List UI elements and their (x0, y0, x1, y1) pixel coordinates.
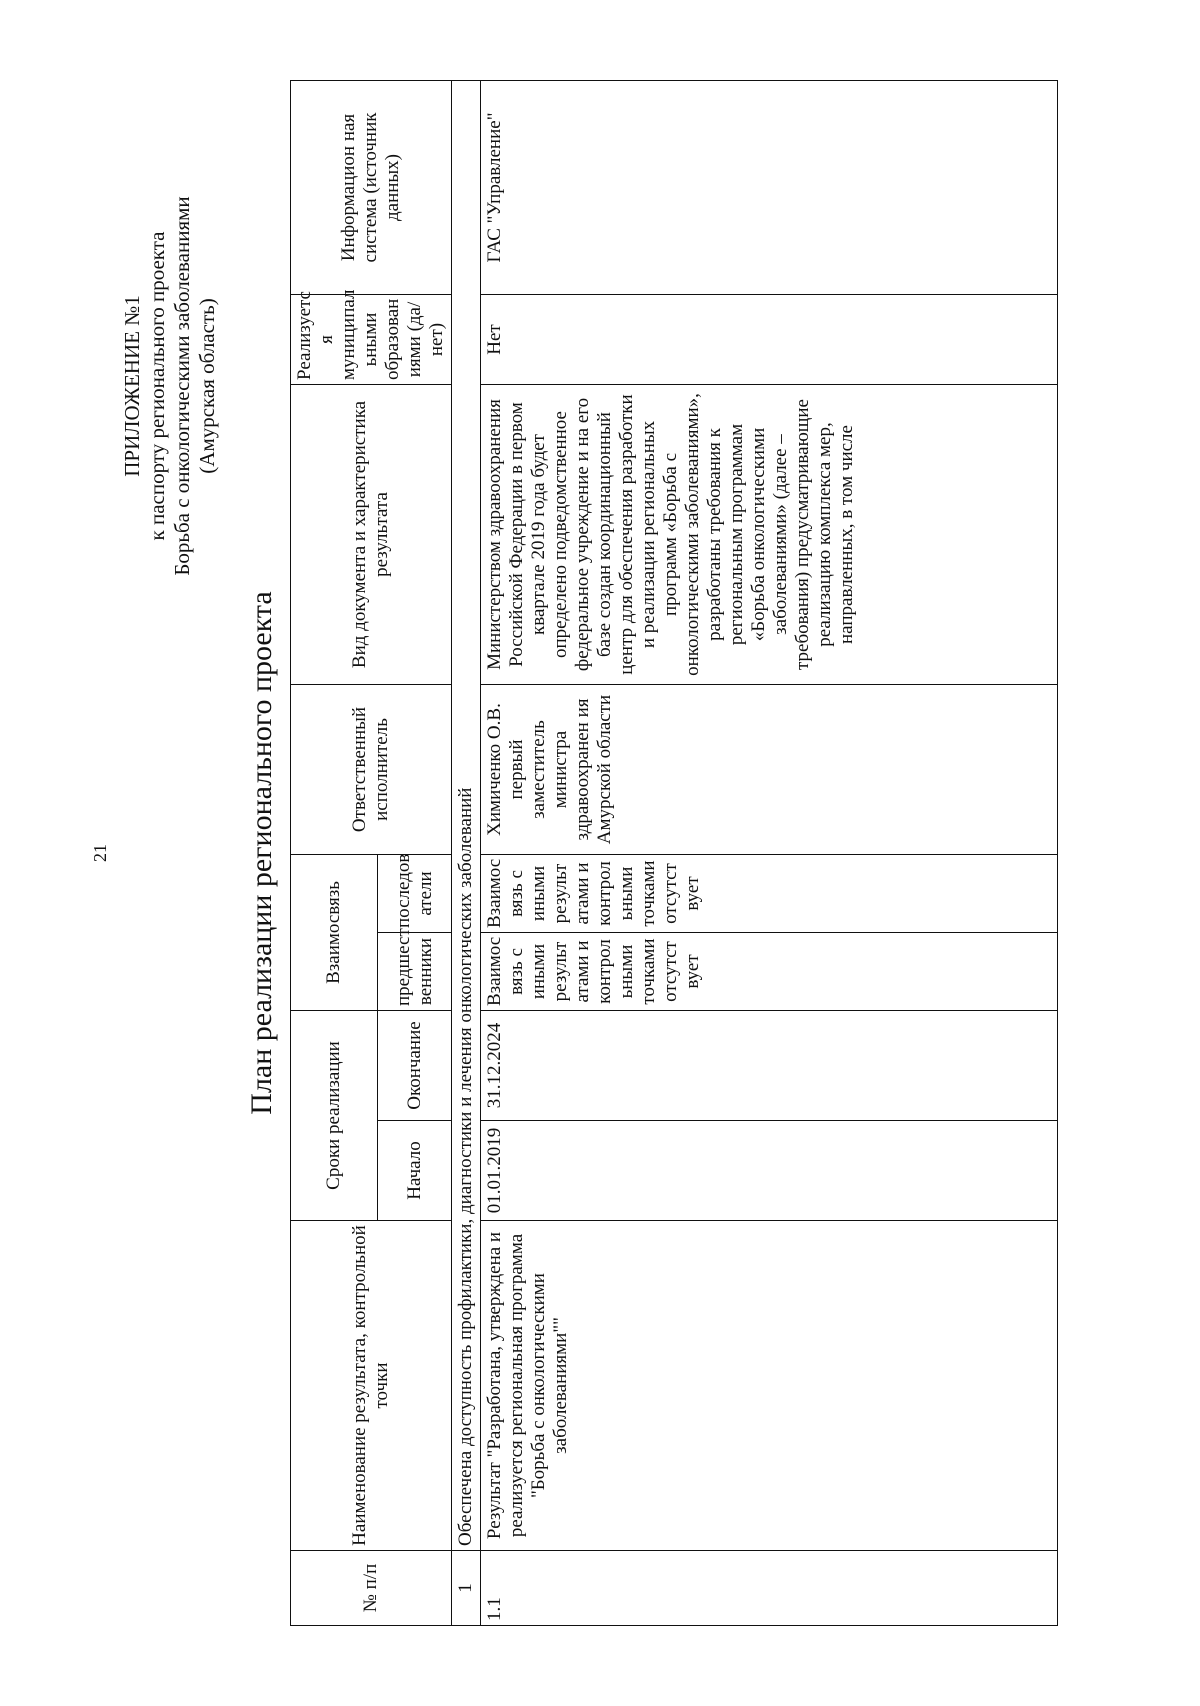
appendix-line-4: (Амурская область) (195, 298, 219, 474)
row-municipal: Нет (481, 295, 1058, 385)
header-end: Окончание (378, 1011, 452, 1121)
header-predecessors: предшест венники (378, 933, 452, 1011)
table-row (481, 81, 1058, 1626)
table-header (291, 81, 452, 1626)
row-doc-type: Министерством здравоохранения Российской Федерации в первом квартале 2019 года будет определено подведомственное федеральное учреждение и на его базе создан координационный центр для обеспечения разработки и реализации региональных программ «Борьба с онкологическими заболеваниями», разработаны требования к региональным программам «Борьба онкологическими заболеваниями» (далее – требования) предусматривающие реализацию комплекса мер, направленных, в том числе (481, 385, 1058, 685)
header-start: Начало (378, 1121, 452, 1221)
appendix-line-1: ПРИЛОЖЕНИЕ №1 (120, 295, 144, 477)
row-info-system: ГАС "Управление" (481, 81, 1058, 295)
header-responsible: Ответственный исполнитель (291, 685, 452, 855)
row-successors: Взаимос вязь с иными результ атами и контрол ьными точками отсутст вует (481, 855, 1058, 933)
header-successors: последов атели (378, 855, 452, 933)
appendix-line-3: Борьба с онкологическими заболеваниями (170, 196, 194, 576)
row-name: Результат "Разработана, утверждена и реализуется региональная программа "Борьба с онкологическими заболеваниями"" (481, 1221, 1058, 1551)
header-num: № п/п (291, 1551, 452, 1626)
plan-title: План реализации регионального проекта (245, 591, 278, 1115)
header-relation: Взаимосвязь (291, 855, 378, 1011)
header-doc-type: Вид документа и характеристика результата (291, 385, 452, 685)
appendix-line-2: к паспорту регионального проекта (145, 231, 169, 541)
header-info-system: Информацион ная система (источник данных) (291, 81, 452, 295)
implementation-plan-table (290, 80, 1058, 1626)
section-row (452, 81, 481, 1626)
section-num: 1 (452, 1551, 481, 1626)
header-terms: Сроки реализации (291, 1011, 378, 1221)
header-name: Наименование результата, контрольной точки (291, 1221, 452, 1551)
header-municipal: Реализуетс я муниципал ьными образован иями (да/нет) (291, 295, 452, 385)
appendix-header (120, 76, 220, 696)
row-end: 31.12.2024 (481, 1011, 1058, 1121)
section-title: Обеспечена доступность профилактики, диагностики и лечения онкологических заболеваний (452, 81, 481, 1551)
row-num: 1.1 (481, 1551, 1058, 1626)
row-responsible: Химиченко О.В. первый заместитель министра здравоохранен ия Амурской области (481, 685, 1058, 855)
page-number: 21 (90, 844, 110, 862)
row-start: 01.01.2019 (481, 1121, 1058, 1221)
row-predecessors: Взаимос вязь с иными результ атами и контрол ьными точками отсутст вует (481, 933, 1058, 1011)
